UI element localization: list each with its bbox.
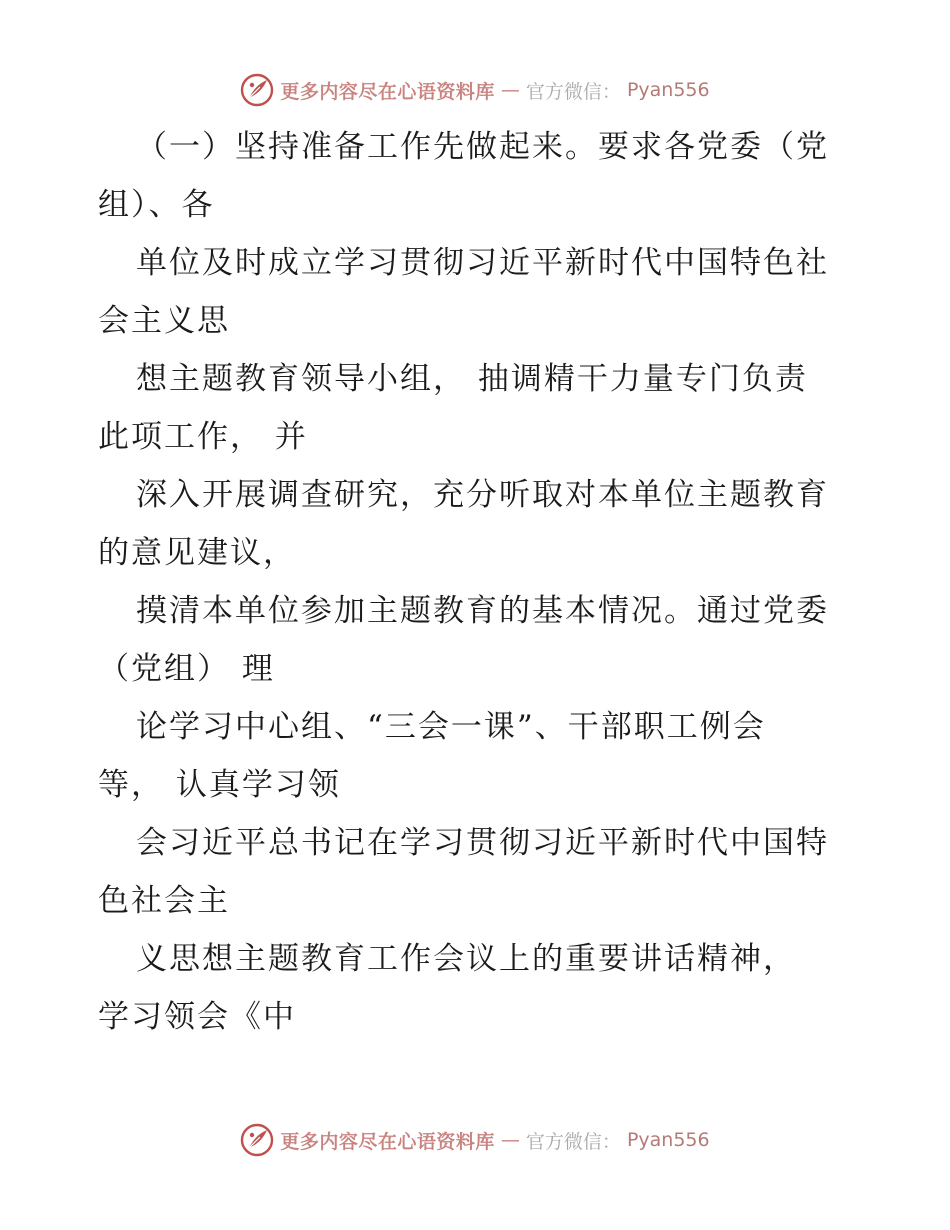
body-line: 学习领会《中 [98,999,296,1035]
body-line: （一）坚持准备工作先做起来。要求各党委（党 [136,129,829,165]
body-line: 义思想主题教育工作会议上的重要讲话精神， [136,941,796,977]
header-slogan: 更多内容尽在心语资料库 [280,80,495,103]
footer-slogan: 更多内容尽在心语资料库 [280,1130,495,1153]
footer-separator: — [500,1129,520,1151]
header-banner [0,70,950,110]
body-line: 会习近平总书记在学习贯彻习近平新时代中国特 [136,825,829,861]
body-line: 色社会主 [98,883,230,919]
body-line: 等， 认真学习领 [98,767,341,803]
body-line: 单位及时成立学习贯彻习近平新时代中国特色社 [136,245,829,281]
header-wechat-id: Pyan556 [626,79,710,101]
body-line: 组）、各 [98,187,215,223]
feather-pen-icon [240,73,274,107]
body-line: 的意见建议， [98,535,296,571]
feather-pen-icon [240,1123,274,1157]
footer-banner [0,1120,950,1160]
body-line: 会主义思 [98,303,230,339]
header-separator: — [500,79,520,101]
footer-wechat-id: Pyan556 [626,1129,710,1151]
footer-banner-inner [240,1123,709,1157]
body-line: 深入开展调查研究，充分听取对本单位主题教育 [136,477,829,513]
header-wechat-label: 官方微信： [525,80,621,103]
body-line: 论学习中心组、“三会一课”、干部职工例会 [136,709,766,745]
body-line: 此项工作， 并 [98,419,308,455]
body-line: 摸清本单位参加主题教育的基本情况。通过党委 [136,593,829,629]
body-line: 想主题教育领导小组， 抽调精干力量专门负责 [136,361,808,397]
document-body [98,118,888,1046]
header-banner-inner [240,73,709,107]
body-line: （党组） 理 [98,651,275,687]
footer-wechat-label: 官方微信： [525,1130,621,1153]
